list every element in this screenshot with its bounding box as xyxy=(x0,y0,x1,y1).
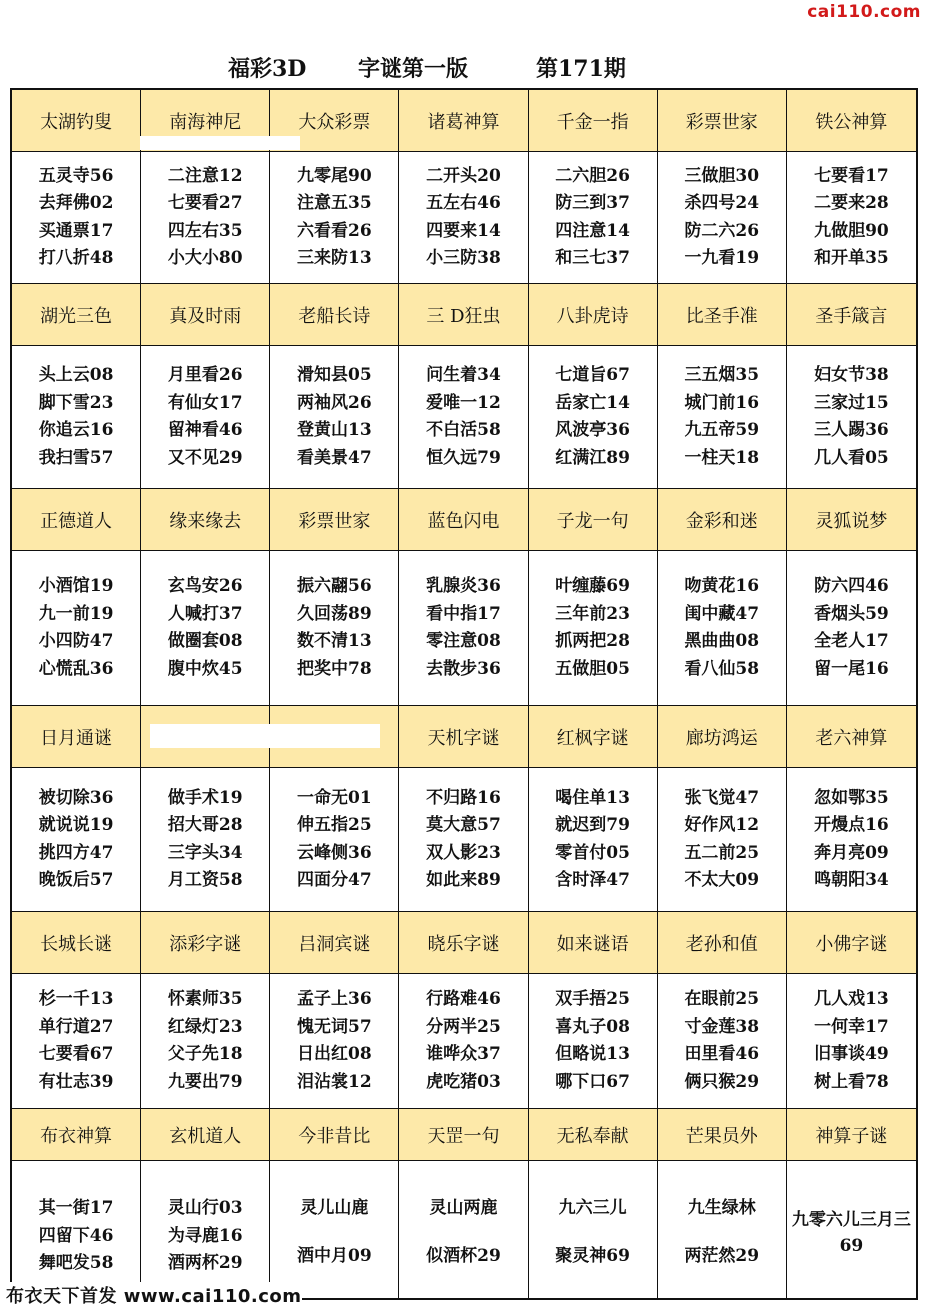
riddle-line: 吻黄花16 xyxy=(684,576,760,596)
riddle-line: 分两半25 xyxy=(426,1016,501,1037)
riddle-line: 人喊打37 xyxy=(167,603,243,624)
riddle-line: 三字头34 xyxy=(167,842,243,863)
riddle-header: 比圣手准 xyxy=(658,284,787,346)
riddle-line: 杉一千13 xyxy=(38,989,114,1009)
riddle-line: 去拜佛02 xyxy=(38,193,114,213)
riddle-line: 莫大意57 xyxy=(426,815,501,835)
riddle-header: 湖光三色 xyxy=(12,284,141,346)
title-issue: 第171期 xyxy=(536,56,626,82)
riddle-header: 蓝色闪电 xyxy=(399,489,528,551)
riddle-line: 三家过15 xyxy=(814,392,889,413)
page-title xyxy=(0,52,927,86)
riddle-line: 寸金莲38 xyxy=(684,1016,760,1037)
riddle-line: 防三到37 xyxy=(555,193,630,213)
riddle-header: 真及时雨 xyxy=(141,284,270,346)
riddle-line: 日出红08 xyxy=(297,1044,372,1064)
riddle-header: 三 D狂虫 xyxy=(399,284,528,346)
riddle-line: 风波亭36 xyxy=(555,420,630,440)
riddle-header: 诸葛神算 xyxy=(399,90,528,152)
riddle-header: 长城长谜 xyxy=(12,912,141,974)
riddle-line: 单行道27 xyxy=(38,1016,114,1037)
riddle-line: 防六四46 xyxy=(814,576,889,596)
riddle-line: 全老人17 xyxy=(814,631,889,651)
riddle-cell xyxy=(270,152,399,284)
riddle-header: 大众彩票 xyxy=(270,90,399,152)
riddle-cell xyxy=(270,974,399,1109)
riddle-line: 二开头20 xyxy=(426,165,501,186)
riddle-line: 五二前25 xyxy=(684,842,760,863)
riddle-header: 布衣神算 xyxy=(12,1109,141,1161)
riddle-line: 旧事谈49 xyxy=(814,1044,889,1064)
riddle-line: 奔月亮09 xyxy=(814,842,889,863)
riddle-cell xyxy=(399,974,528,1109)
riddle-line: 九五帝59 xyxy=(684,420,760,440)
riddle-line: 晚饭后57 xyxy=(38,870,114,890)
riddle-header: 八卦虎诗 xyxy=(529,284,658,346)
riddle-cell xyxy=(529,346,658,489)
riddle-line: 灵山两鹿 xyxy=(429,1198,498,1218)
riddle-line: 其一街17 xyxy=(38,1198,114,1218)
riddle-line: 月工资58 xyxy=(167,870,243,890)
riddle-cell xyxy=(12,551,141,706)
riddle-line: 四注意14 xyxy=(555,220,630,241)
riddle-header: 老孙和值 xyxy=(658,912,787,974)
riddle-cell xyxy=(141,346,270,489)
riddle-line: 树上看78 xyxy=(814,1071,889,1092)
riddle-line: 二注意12 xyxy=(167,165,243,186)
riddle-line: 双人影23 xyxy=(426,842,501,863)
riddle-cell xyxy=(141,1161,270,1298)
riddle-header: 小佛字谜 xyxy=(787,912,916,974)
riddle-line: 看中指17 xyxy=(426,603,501,624)
riddle-header: 如来谜语 xyxy=(529,912,658,974)
riddle-cell xyxy=(270,768,399,912)
riddle-cell xyxy=(787,152,916,284)
riddle-line: 一何幸17 xyxy=(814,1016,889,1037)
riddle-table xyxy=(10,88,918,1300)
riddle-line: 三来防13 xyxy=(297,248,372,268)
riddle-line: 不白活58 xyxy=(426,420,501,440)
riddle-line: 二六胆26 xyxy=(555,165,630,186)
riddle-line: 灵山行03 xyxy=(167,1198,243,1218)
riddle-line: 问生着34 xyxy=(426,365,501,385)
riddle-line: 父子先18 xyxy=(167,1044,243,1064)
riddle-line: 二要来28 xyxy=(814,193,889,213)
riddle-line: 喝住单13 xyxy=(555,787,630,808)
riddle-line: 打八折48 xyxy=(38,248,114,268)
riddle-line: 张飞觉47 xyxy=(684,787,760,808)
riddle-line: 你追云16 xyxy=(38,420,114,440)
riddle-line: 五左右46 xyxy=(426,193,501,213)
riddle-cell xyxy=(529,152,658,284)
riddle-line: 做圈套08 xyxy=(167,631,243,651)
riddle-line: 伸五指25 xyxy=(297,815,372,835)
riddle-header: 灵狐说梦 xyxy=(787,489,916,551)
riddle-line: 数不清13 xyxy=(297,631,372,651)
riddle-header: 添彩字谜 xyxy=(141,912,270,974)
riddle-line: 九零尾90 xyxy=(297,165,372,186)
riddle-header: 缘来缘去 xyxy=(141,489,270,551)
riddle-cell xyxy=(12,152,141,284)
riddle-line: 如此来89 xyxy=(426,870,501,890)
scan-smudge xyxy=(140,136,300,150)
riddle-cell xyxy=(399,551,528,706)
riddle-line: 抓两把28 xyxy=(555,631,630,651)
riddle-cell xyxy=(270,551,399,706)
riddle-cell xyxy=(529,1161,658,1298)
riddle-line: 妇女节38 xyxy=(814,365,889,385)
riddle-line: 田里看46 xyxy=(684,1044,760,1064)
riddle-line: 心慌乱36 xyxy=(38,658,114,679)
riddle-line: 五灵寺56 xyxy=(38,165,114,186)
riddle-line: 四留下46 xyxy=(38,1225,114,1246)
riddle-line: 香烟头59 xyxy=(814,603,889,624)
riddle-cell xyxy=(12,974,141,1109)
riddle-header: 红枫字谜 xyxy=(529,706,658,768)
riddle-cell xyxy=(141,551,270,706)
riddle-line: 泪沾裳12 xyxy=(297,1071,372,1092)
riddle-line: 有壮志39 xyxy=(38,1071,114,1092)
site-watermark-top: cai110.com xyxy=(807,2,921,22)
riddle-line: 六看看26 xyxy=(297,220,372,241)
riddle-line: 我扫雪57 xyxy=(38,447,114,468)
riddle-cell xyxy=(787,551,916,706)
riddle-line: 杀四号24 xyxy=(684,193,760,213)
riddle-line: 俩只猴29 xyxy=(684,1071,760,1092)
riddle-cell xyxy=(787,974,916,1109)
riddle-line: 玄鸟安26 xyxy=(167,576,243,596)
riddle-line: 小三防38 xyxy=(426,248,501,268)
riddle-line: 虎吃猪03 xyxy=(426,1071,501,1092)
riddle-line: 几人戏13 xyxy=(814,989,889,1009)
riddle-line: 和三七37 xyxy=(555,248,630,268)
riddle-line: 七要看67 xyxy=(38,1044,114,1064)
riddle-line: 舞吧发58 xyxy=(38,1253,114,1273)
riddle-cell xyxy=(141,152,270,284)
riddle-line: 被切除36 xyxy=(38,787,114,808)
riddle-line: 去散步36 xyxy=(426,658,501,679)
riddle-line: 九零六儿三月三69 xyxy=(791,1209,911,1256)
riddle-line: 三人踢36 xyxy=(814,420,889,440)
riddle-header: 圣手箴言 xyxy=(787,284,916,346)
riddle-cell xyxy=(399,152,528,284)
riddle-line: 云峰侧36 xyxy=(297,842,372,863)
riddle-line: 久回荡89 xyxy=(297,603,372,624)
riddle-cell xyxy=(270,1161,399,1298)
riddle-line: 两袖风26 xyxy=(297,392,372,413)
riddle-header: 天罡一句 xyxy=(399,1109,528,1161)
riddle-line: 又不见29 xyxy=(167,447,243,468)
riddle-line: 聚灵神69 xyxy=(555,1245,630,1266)
riddle-line: 做手术19 xyxy=(167,787,243,808)
riddle-cell xyxy=(270,346,399,489)
riddle-line: 九一前19 xyxy=(38,603,114,624)
riddle-line: 几人看05 xyxy=(814,447,889,468)
riddle-line: 闺中藏47 xyxy=(684,603,760,624)
riddle-line: 就迟到79 xyxy=(555,815,630,835)
riddle-line: 灵儿山鹿 xyxy=(300,1198,369,1218)
riddle-line: 腹中炊45 xyxy=(167,658,243,679)
riddle-line: 防二六26 xyxy=(684,220,760,241)
riddle-line: 留一尾16 xyxy=(814,658,889,679)
riddle-line: 七要看17 xyxy=(814,165,889,186)
riddle-line: 但略说13 xyxy=(555,1044,630,1064)
riddle-line: 岳家亡14 xyxy=(555,392,630,413)
riddle-line: 小大小80 xyxy=(167,248,243,268)
riddle-line: 看美景47 xyxy=(297,447,372,468)
riddle-line: 一柱天18 xyxy=(684,447,760,468)
riddle-cell xyxy=(12,346,141,489)
riddle-cell xyxy=(399,768,528,912)
riddle-line: 忽如鄂35 xyxy=(814,787,889,808)
riddle-line: 黑曲曲08 xyxy=(684,631,760,651)
riddle-header: 芒果员外 xyxy=(658,1109,787,1161)
riddle-line: 滑知县05 xyxy=(297,365,372,385)
scan-smudge xyxy=(150,724,380,748)
riddle-cell xyxy=(658,1161,787,1298)
riddle-header: 千金一指 xyxy=(529,90,658,152)
riddle-line: 好作风12 xyxy=(684,815,760,835)
riddle-line: 四要来14 xyxy=(426,220,501,241)
riddle-cell xyxy=(529,768,658,912)
riddle-header: 玄机道人 xyxy=(141,1109,270,1161)
riddle-line: 酒中月09 xyxy=(297,1245,372,1266)
riddle-line: 叶缠藤69 xyxy=(555,576,630,596)
riddle-header: 今非昔比 xyxy=(270,1109,399,1161)
riddle-line: 九六三儿 xyxy=(558,1198,627,1218)
riddle-line: 买通票17 xyxy=(38,220,114,241)
riddle-cell xyxy=(12,768,141,912)
riddle-header: 彩票世家 xyxy=(270,489,399,551)
riddle-line: 一九看19 xyxy=(684,248,760,268)
riddle-header: 晓乐字谜 xyxy=(399,912,528,974)
riddle-line: 不太大09 xyxy=(684,870,760,890)
riddle-header: 金彩和迷 xyxy=(658,489,787,551)
riddle-line: 怀素师35 xyxy=(167,989,243,1009)
riddle-line: 城门前16 xyxy=(684,392,760,413)
riddle-line: 谁哗众37 xyxy=(426,1044,501,1064)
riddle-cell xyxy=(529,551,658,706)
riddle-cell xyxy=(787,768,916,912)
riddle-line: 双手捂25 xyxy=(555,989,630,1009)
riddle-header: 天机字谜 xyxy=(399,706,528,768)
riddle-line: 恒久远79 xyxy=(426,447,501,468)
riddle-header: 日月通谜 xyxy=(12,706,141,768)
riddle-cell xyxy=(12,1161,141,1298)
riddle-line: 有仙女17 xyxy=(167,392,243,413)
riddle-line: 孟子上36 xyxy=(297,989,372,1009)
riddle-cell xyxy=(658,346,787,489)
riddle-line: 行路难46 xyxy=(426,989,501,1009)
riddle-cell xyxy=(529,974,658,1109)
riddle-header: 廊坊鸿运 xyxy=(658,706,787,768)
riddle-line: 红绿灯23 xyxy=(167,1016,243,1037)
title-lottery: 福彩3D xyxy=(228,56,307,82)
riddle-line: 乳腺炎36 xyxy=(426,576,501,596)
riddle-line: 和开单35 xyxy=(814,248,889,268)
riddle-line: 七道旨67 xyxy=(555,365,630,385)
footer-watermark: 布衣天下首发 www.cai110.com xyxy=(6,1282,302,1308)
riddle-line: 爱唯一12 xyxy=(426,392,501,413)
riddle-line: 挑四方47 xyxy=(38,842,114,863)
riddle-header: 正德道人 xyxy=(12,489,141,551)
riddle-header: 太湖钓叟 xyxy=(12,90,141,152)
riddle-line: 注意五35 xyxy=(297,193,372,213)
riddle-header: 吕洞宾谜 xyxy=(270,912,399,974)
riddle-cell xyxy=(399,346,528,489)
riddle-line: 不归路16 xyxy=(426,787,501,808)
riddle-line: 九生绿林 xyxy=(687,1198,756,1218)
riddle-line: 含时泽47 xyxy=(555,870,630,890)
riddle-line: 鸣朝阳34 xyxy=(814,870,889,890)
riddle-line: 两茫然29 xyxy=(684,1245,760,1266)
riddle-header: 彩票世家 xyxy=(658,90,787,152)
riddle-header: 老船长诗 xyxy=(270,284,399,346)
title-edition: 字谜第一版 xyxy=(358,56,469,82)
riddle-line: 头上云08 xyxy=(38,365,114,385)
riddle-header: 老六神算 xyxy=(787,706,916,768)
riddle-line: 就说说19 xyxy=(38,815,114,835)
riddle-line: 三做胆30 xyxy=(684,165,760,186)
riddle-cell xyxy=(658,551,787,706)
riddle-line: 看八仙58 xyxy=(684,658,760,679)
riddle-line: 五做胆05 xyxy=(555,658,630,679)
riddle-line: 三年前23 xyxy=(555,603,630,624)
riddle-line: 红满江89 xyxy=(555,447,630,468)
riddle-line: 零注意08 xyxy=(426,631,501,651)
riddle-line: 留神看46 xyxy=(167,420,243,440)
riddle-line: 九要出79 xyxy=(167,1071,243,1092)
riddle-line: 把奖中78 xyxy=(297,658,372,679)
riddle-line: 四面分47 xyxy=(297,870,372,890)
riddle-line: 月里看26 xyxy=(167,365,243,385)
riddle-cell xyxy=(141,974,270,1109)
riddle-line: 登黄山13 xyxy=(297,420,372,440)
riddle-header: 铁公神算 xyxy=(787,90,916,152)
riddle-line: 七要看27 xyxy=(167,193,243,213)
riddle-line: 三五烟35 xyxy=(684,365,760,385)
riddle-line: 小酒馆19 xyxy=(38,576,114,596)
riddle-line: 为寻鹿16 xyxy=(167,1225,243,1246)
riddle-line: 开熳点16 xyxy=(814,815,889,835)
riddle-cell xyxy=(787,346,916,489)
riddle-cell xyxy=(141,768,270,912)
riddle-line: 招大哥28 xyxy=(167,815,243,835)
riddle-line: 一命无01 xyxy=(297,787,372,808)
riddle-line: 小四防47 xyxy=(38,631,114,651)
riddle-cell xyxy=(787,1161,916,1298)
riddle-line: 哪下口67 xyxy=(555,1071,630,1092)
riddle-line: 在眼前25 xyxy=(684,989,760,1009)
riddle-line: 酒两杯29 xyxy=(167,1253,243,1273)
riddle-header: 南海神尼 xyxy=(141,90,270,152)
riddle-line: 脚下雪23 xyxy=(38,392,114,413)
riddle-line: 九做胆90 xyxy=(814,220,889,241)
riddle-header: 子龙一句 xyxy=(529,489,658,551)
riddle-cell xyxy=(658,974,787,1109)
riddle-cell xyxy=(658,768,787,912)
riddle-header: 无私奉献 xyxy=(529,1109,658,1161)
riddle-line: 愧无词57 xyxy=(297,1016,372,1037)
riddle-line: 振六翮56 xyxy=(297,576,372,596)
riddle-cell xyxy=(658,152,787,284)
riddle-line: 四左右35 xyxy=(167,220,243,241)
riddle-line: 零首付05 xyxy=(555,842,630,863)
riddle-line: 喜丸子08 xyxy=(555,1016,630,1037)
riddle-cell xyxy=(399,1161,528,1298)
riddle-line: 似酒杯29 xyxy=(426,1245,501,1266)
riddle-header: 神算子谜 xyxy=(787,1109,916,1161)
